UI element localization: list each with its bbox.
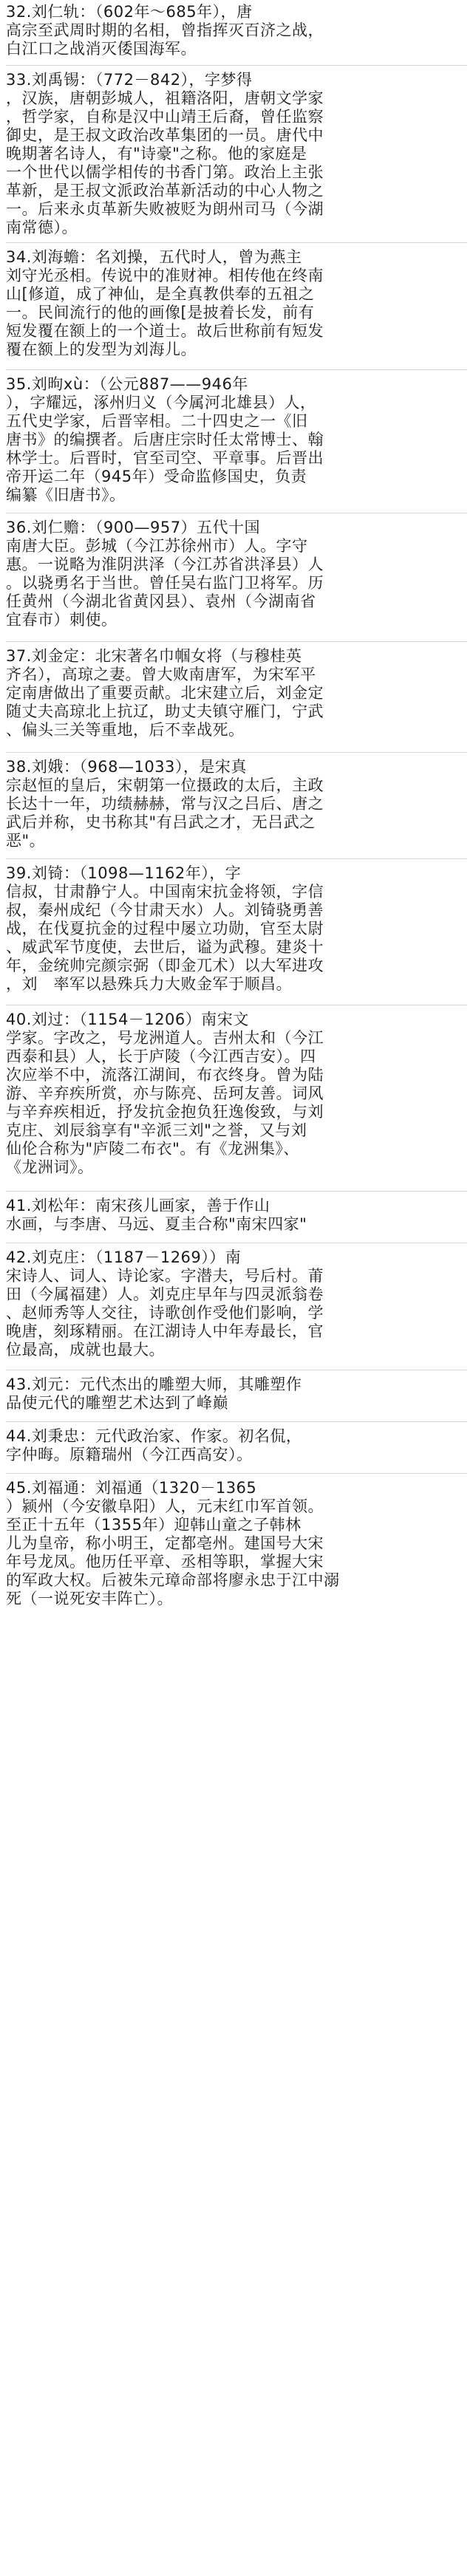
entry-39 [0, 864, 473, 994]
entry-text: 45.刘福通：刘福通（1320－1365 ）颍州（今安徽阜阳）人，元末红巾军首领。 至正十五年（1355年）迎韩山童之子韩林 儿为皇帝，称小明王，定都亳州。建国号大宋 年号龙凤。他历任平章、丞相等职，掌握大宋 的军政大权。后被朱元璋命部将廖永忠于江中溺 死（一说死安丰阵亡）。 [6, 1479, 340, 1608]
entry-37 [0, 647, 473, 739]
entry-text: 34.刘海蟾：名刘操，五代时人，曾为燕主 刘守光丞相。传说中的准财神。相传他在终南 山[修道，成了神仙，是全真教供奉的五祖之 一。民间流行的他的画像[是披着长发，前有 短发覆在额上的一个道士。故后世称前有短发 覆在额上的发型为刘海儿。 [6, 248, 324, 358]
divider [6, 641, 467, 642]
entry-42 [0, 1248, 473, 1359]
divider [6, 1191, 467, 1192]
divider [6, 242, 467, 243]
entry-41 [0, 1197, 473, 1234]
divider [6, 369, 467, 370]
entry-38 [0, 758, 473, 850]
entry-44 [0, 1427, 473, 1464]
divider [6, 752, 467, 753]
divider [6, 1473, 467, 1474]
entry-text: 43.刘元：元代杰出的雕塑大师，其雕塑作 品使元代的雕塑艺术达到了峰巅 [6, 1376, 302, 1412]
entry-text: 32.刘仁轨：（602年～685年），唐 高宗至武周时期的名相，曾指挥灭百济之战， 白江口之战消灭倭国海军。 [6, 3, 324, 58]
entry-34 [0, 248, 473, 359]
entry-32 [0, 3, 473, 58]
divider [6, 1421, 467, 1422]
entry-45 [0, 1479, 473, 1608]
entry-43 [0, 1376, 473, 1412]
entry-text: 41.刘松年：南宋孩儿画家，善于作山 水画，与李唐、马远、夏圭合称"南宋四家" [6, 1197, 307, 1233]
entry-text: 35.刘昫xù：（公元887——946年 ），字耀远，涿州归义（今属河北雄县）人， 五代史学家，后晋宰相。二十四史之一《旧 唐书》的编撰者。后唐庄宗时任太常博士、翰 林学士。后晋时，官至司空、平章事。后晋出 帝开运二年（945年）受命监修国史，负责 编纂《旧唐书》。 [6, 375, 324, 504]
entry-text: 33.刘禹锡：（772－842），字梦得 ，汉族，唐朝彭城人，祖籍洛阳，唐朝文学家 ，哲学家，自称是汉中山靖王后裔，曾任监察 御史，是王叔文政治改革集团的一员。唐代中 晚期著名诗人，有"诗豪"之称。他的家庭是 一个世代以儒学相传的书香门第。政治上主张 革新，是王叔文派政治革新活动的中心人物之 一。后来永贞革新失败被贬为朗州司马（今湖 南常德）。 [6, 71, 324, 236]
entry-text: 39.刘锜：（1098—1162年），字 信叔，甘肃静宁人。中国南宋抗金将领，字信 叔，秦州成纪（今甘肃天水）人。刘锜骁勇善 战，在伐夏抗金的过程中屡立功勋，官至太尉 、威武军节度使，去世后，谥为武穆。建炎十 年，金统帅完颜宗弼（即金兀术）以大军进攻 ，刘 率军以悬殊兵力大败金军于顺昌。 [6, 864, 324, 993]
entry-35 [0, 375, 473, 505]
entry-text: 37.刘金定：北宋著名巾帼女将（与穆桂英 齐名），高琼之妻。曾大败南唐军，为宋军平 定南唐做出了重要贡献。北宋建立后，刘金定 随丈夫高琼北上抗辽，助丈夫镇守雁门，宁武 、偏头三关等重地，后不幸战死。 [6, 647, 324, 739]
divider [6, 858, 467, 859]
entry-text: 42.刘克庄：（1187－1269））南 宋诗人、词人、诗论家。字潜夫，号后村。莆 田（今属福建）人。刘克庄早年与四灵派翁卷 、赵师秀等人交往，诗歌创作受他们影响，学 晚唐，刻琢精丽。在江湖诗人中年寿最长，官 位最高，成就也最大。 [6, 1248, 324, 1359]
entry-text: 38.刘娥：（968—1033），是宋真 宗赵恒的皇后，宋朝第一位摄政的太后，主政 长达十一年，功绩赫赫，常与汉之吕后、唐之 武后并称，史书称其"有吕武之才，无吕武之 恶"。 [6, 758, 324, 850]
entry-36 [0, 519, 473, 629]
entry-40 [0, 1011, 473, 1177]
entry-33 [0, 71, 473, 237]
entry-text: 40.刘过：（1154－1206）南宋文 学家。字改之，号龙洲道人。吉州太和（今江 西泰和县）人，长于庐陵（今江西吉安）。四 次应举不中，流落江湖间，布衣终身。曾为陆 游、辛弃疾所赏，亦与陈亮、岳珂友善。词风 与辛弃疾相近，抒发抗金抱负狂逸俊致，与刘 克庄、刘辰翁享有"辛派三刘"之誉，又与刘 仙伦合称为"庐陵二布衣"。有《龙洲集》、 《龙洲词》。 [6, 1011, 324, 1176]
entry-text: 44.刘秉忠：元代政治家、作家。初名侃， 字仲晦。原籍瑞州（今江西高安）。 [6, 1427, 302, 1463]
entry-text: 36.刘仁赡：（900—957）五代十国 南唐大臣。彭城（今江苏徐州市）人。字守 惠。一说略为淮阴洪泽（今江苏省洪泽县）人 。以骁勇名于当世。曾任吴右监门卫将军。历 任黄州（今湖北省黄冈县）、袁州（今湖南省 宜春市）刺使。 [6, 519, 324, 629]
divider [6, 65, 467, 66]
